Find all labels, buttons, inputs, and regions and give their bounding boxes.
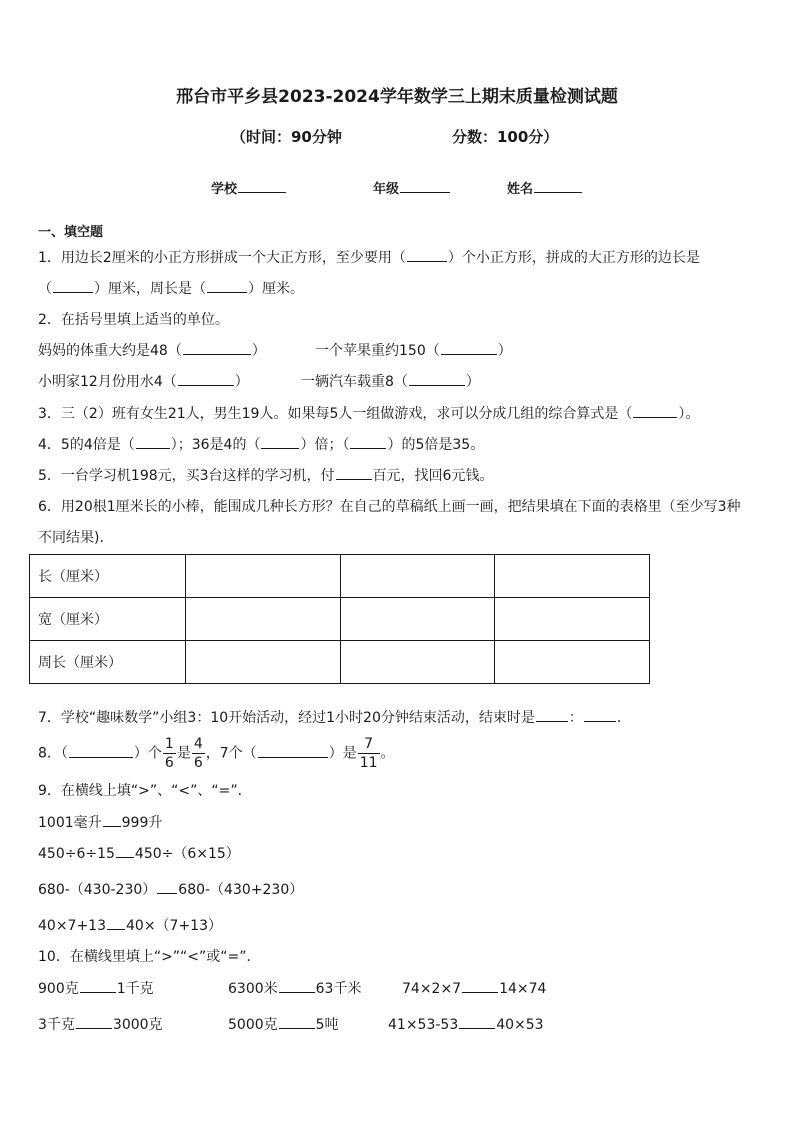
q1-blank-3[interactable]: [207, 291, 247, 293]
q10-r2-item-1: [38, 1018, 163, 1032]
q10-left: 74×2×7: [402, 981, 462, 997]
q8-text-e: ）是: [328, 745, 357, 762]
q2-item-b: [315, 344, 512, 358]
q10-r1-item-2: [228, 982, 361, 996]
fraction-bar: [192, 753, 205, 754]
q2-blank-d[interactable]: [409, 384, 465, 386]
q10-right: 5吨: [315, 1017, 339, 1033]
q10-r2-item-2: [228, 1018, 339, 1032]
school-field: [211, 183, 287, 196]
q2-item-c: [38, 375, 249, 389]
q9-blank-4[interactable]: [107, 928, 125, 930]
q3-text-a: 3．三（2）班有女生21人，男生19人。如果每5人一组做游戏，求可以分成几组的综合算式是（: [38, 406, 633, 422]
q8-text-g: 。: [380, 745, 395, 762]
q2-c-text: 小明家12月份用水4（: [38, 374, 177, 390]
grade-field: [373, 183, 451, 196]
exam-time: （时间：90分钟: [231, 128, 342, 146]
q3-text-b: ）。: [678, 406, 700, 422]
table-cell[interactable]: [186, 555, 341, 598]
q4-text-c: ）倍；（: [300, 437, 350, 453]
q10-left: 41×53-53: [388, 1017, 459, 1033]
q2-c-close: ）: [234, 374, 249, 390]
q7-blank-1[interactable]: [536, 720, 568, 722]
q7-text-b: ：: [568, 710, 583, 726]
fraction-numerator: 1: [164, 736, 174, 752]
question-9-head: 9．在横线上填“>”、“<”、“=”．: [38, 783, 252, 799]
table-cell[interactable]: [495, 641, 650, 684]
table-cell[interactable]: [495, 598, 650, 641]
q9-r4-right: 40×（7+13）: [126, 918, 222, 934]
q10-left: 3千克: [38, 1017, 75, 1033]
q9-row-2: [38, 847, 240, 861]
q10-blank[interactable]: [80, 991, 116, 993]
q9-row-4: [38, 919, 222, 933]
q2-blank-c[interactable]: [178, 384, 234, 386]
q10-right: 40×53: [496, 1017, 544, 1033]
q10-r2-item-3: [388, 1018, 544, 1032]
q2-a-close: ）: [251, 343, 266, 359]
section-fill-blank: 一、填空题: [38, 225, 104, 240]
q10-r1-item-3: [402, 982, 546, 996]
fraction-bar: [358, 753, 380, 754]
q10-blank[interactable]: [76, 1027, 112, 1029]
q7-blank-2[interactable]: [584, 720, 616, 722]
table-cell[interactable]: [495, 555, 650, 598]
table-row: [30, 641, 650, 684]
q4-blank-1[interactable]: [136, 447, 170, 449]
question-6-line-1: 6．用20根1厘米长的小棒，能围成几种长方形？在自己的草稿纸上画一画，把结果填在下面的表格里（至少写3种: [38, 499, 741, 515]
q1-text-e: ）厘米。: [248, 281, 304, 297]
q5-text-b: 百元，找回6元钱。: [372, 468, 494, 484]
q2-b-text: 一个苹果重约150（: [315, 343, 440, 359]
q4-text-d: ）的5倍是35。: [387, 437, 485, 453]
q4-blank-2[interactable]: [261, 447, 299, 449]
row-label-length: 长（厘米）: [30, 555, 186, 598]
q10-r1-item-1: [38, 982, 154, 996]
table-cell[interactable]: [340, 641, 495, 684]
q9-blank-1[interactable]: [103, 825, 121, 827]
fraction-denominator: 6: [164, 755, 174, 771]
rectangle-table: [29, 554, 650, 684]
question-3: [38, 407, 699, 421]
q4-text-a: 4．5的4倍是（: [38, 437, 135, 453]
q9-r3-left: 680-（430-230）: [38, 882, 157, 898]
table-row: [30, 555, 650, 598]
fraction-denominator: 6: [193, 755, 203, 771]
q5-text-a: 5．一台学习机198元，买3台这样的学习机，付: [38, 468, 335, 484]
q10-blank[interactable]: [459, 1027, 495, 1029]
q10-left: 5000克: [228, 1017, 278, 1033]
q9-r3-right: 680-（430+230）: [178, 882, 304, 898]
q9-row-1: [38, 816, 162, 830]
q7-text-a: 7．学校“趣味数学”小组3：10开始活动，经过1小时20分钟结束活动，结束时是: [38, 710, 535, 726]
row-label-perimeter: 周长（厘米）: [30, 641, 186, 684]
table-cell[interactable]: [186, 598, 341, 641]
table-cell[interactable]: [340, 598, 495, 641]
exam-title: 邢台市平乡县2023-2024学年数学三上期末质量检测试题: [176, 87, 618, 107]
q4-blank-3[interactable]: [350, 447, 386, 449]
fraction-1-6: [163, 737, 176, 770]
question-2-head: 2．在括号里填上适当的单位。: [38, 312, 229, 328]
question-8: [38, 737, 395, 770]
q8-blank-2[interactable]: [258, 756, 328, 758]
q2-blank-a[interactable]: [183, 353, 251, 355]
q9-blank-2[interactable]: [116, 856, 134, 858]
question-6-line-2: 不同结果)．: [38, 530, 114, 546]
name-blank[interactable]: [534, 191, 582, 193]
q2-blank-b[interactable]: [441, 353, 497, 355]
q2-d-close: ）: [465, 374, 480, 390]
grade-label: 年级: [373, 182, 400, 197]
name-field: [507, 183, 583, 196]
table-row: [30, 598, 650, 641]
q9-r1-left: 1001毫升: [38, 815, 102, 831]
exam-score: 分数：100分）: [452, 128, 559, 146]
fraction-4-6: [192, 737, 205, 770]
q10-left: 900克: [38, 981, 79, 997]
q10-right: 3000克: [112, 1017, 163, 1033]
q3-blank[interactable]: [633, 416, 677, 418]
question-5: [38, 469, 493, 483]
question-7: [38, 711, 631, 725]
fraction-denominator: 11: [359, 755, 378, 771]
q10-right: 14×74: [499, 981, 547, 997]
question-1-line-2: [38, 282, 304, 296]
school-label: 学校: [211, 182, 238, 197]
q2-item-d: [301, 375, 480, 389]
q2-a-text: 妈妈的体重大约是48（: [38, 343, 182, 359]
q8-text-b: ）个: [133, 745, 162, 762]
q10-right: 63千米: [315, 981, 362, 997]
q9-r2-left: 450÷6÷15: [38, 846, 115, 862]
fraction-7-11: [358, 737, 380, 770]
q1-text-b: ）个小正方形，拼成的大正方形的边长是: [447, 250, 700, 266]
q9-r4-left: 40×7+13: [38, 918, 106, 934]
question-1-line-1: [38, 251, 700, 265]
fraction-numerator: 4: [193, 736, 203, 752]
q1-text-a: 1．用边长2厘米的小正方形拼成一个大正方形，至少要用（: [38, 250, 406, 266]
q5-blank[interactable]: [336, 478, 372, 480]
q2-b-close: ）: [497, 343, 512, 359]
q8-blank-1[interactable]: [69, 756, 133, 758]
q8-text-d: ，7个（: [205, 745, 257, 762]
table-cell[interactable]: [340, 555, 495, 598]
q10-right: 1千克: [116, 981, 154, 997]
name-label: 姓名: [507, 182, 534, 197]
q1-blank-1[interactable]: [407, 260, 447, 262]
q9-r1-right: 999升: [121, 815, 163, 831]
row-label-width: 宽（厘米）: [30, 598, 186, 641]
q8-text-a: 8．（: [38, 745, 68, 762]
q7-text-c: ．: [616, 710, 631, 726]
fraction-bar: [163, 753, 176, 754]
grade-blank[interactable]: [400, 191, 450, 193]
q8-text-c: 是: [176, 745, 191, 762]
q9-blank-3[interactable]: [157, 892, 177, 894]
question-10-head: 10．在横线里填上“>”“<”或“=”．: [38, 949, 261, 965]
school-blank[interactable]: [238, 191, 286, 193]
q10-blank[interactable]: [279, 991, 315, 993]
q9-row-3: [38, 883, 303, 897]
question-4: [38, 438, 484, 452]
fraction-numerator: 7: [364, 736, 374, 752]
q2-d-text: 一辆汽车载重8（: [301, 374, 408, 390]
q1-text-c: （: [38, 281, 52, 297]
q4-text-b: ）；36是4的（: [170, 437, 261, 453]
q1-text-d: ）厘米，周长是（: [94, 281, 206, 297]
q9-r2-right: 450÷（6×15）: [134, 846, 240, 862]
q10-blank[interactable]: [279, 1027, 315, 1029]
q1-blank-2[interactable]: [53, 291, 93, 293]
q2-item-a: [38, 344, 266, 358]
q10-blank[interactable]: [462, 991, 498, 993]
table-cell[interactable]: [186, 641, 341, 684]
q10-left: 6300米: [228, 981, 278, 997]
